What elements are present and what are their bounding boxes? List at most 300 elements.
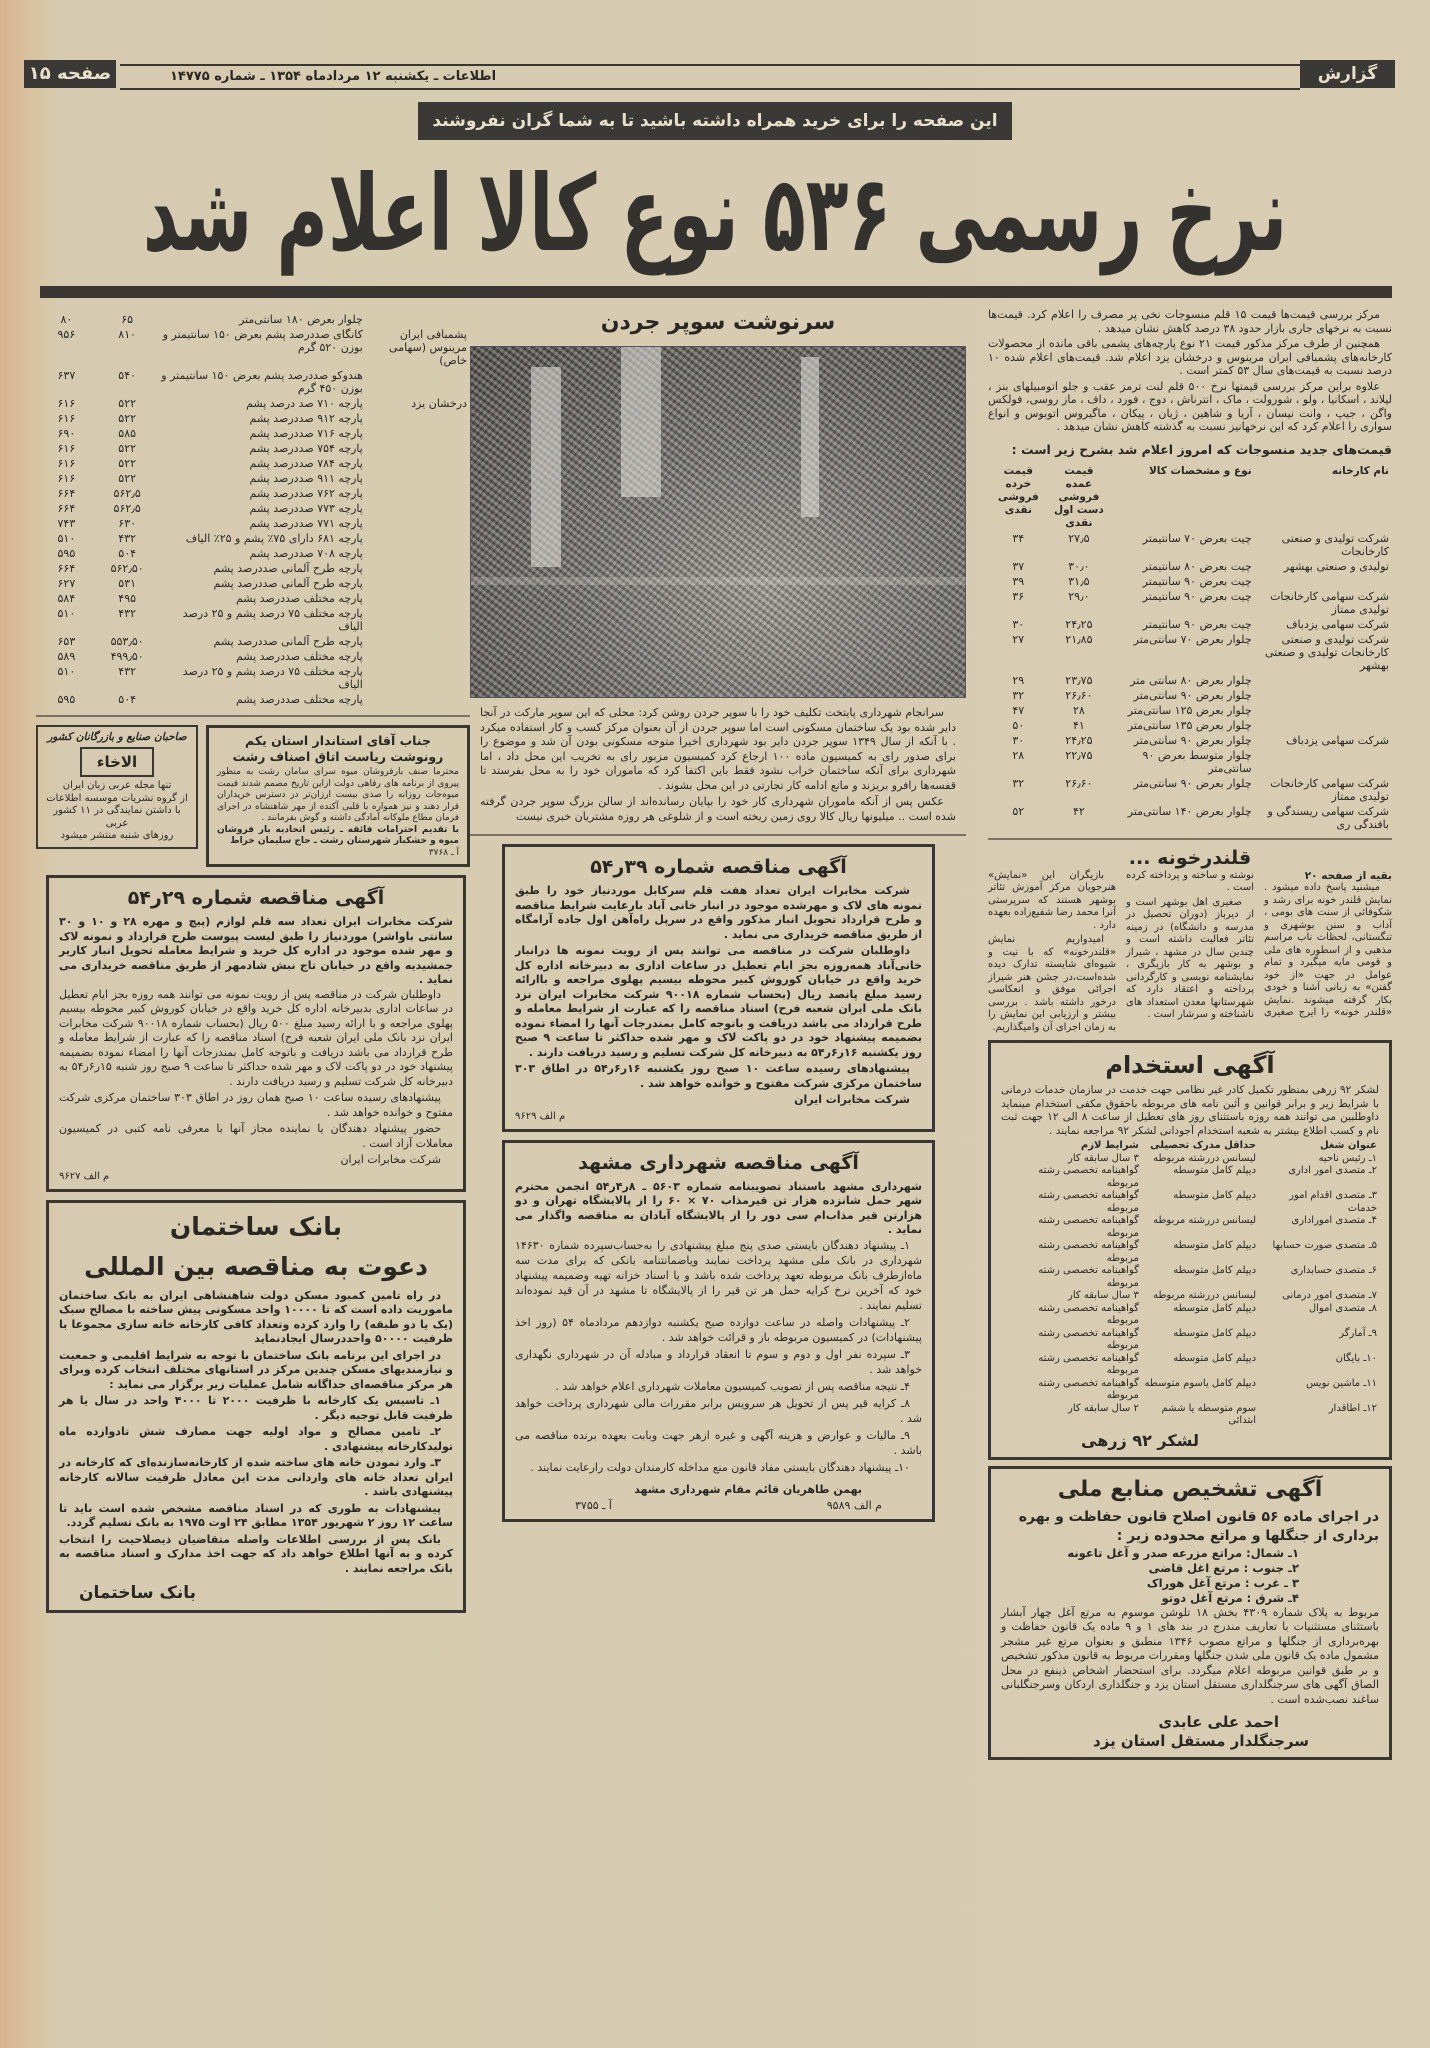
table-cell: [366, 456, 470, 471]
table-cell: شرکت تولیدی و صنعتی کارخانجات: [1281, 531, 1389, 558]
price-table-right: [988, 464, 1392, 832]
table-cell: پارچه ۷۸۴ صددرصد پشم: [249, 457, 363, 470]
resources-signature-name: احمد علی عابدی: [1158, 1713, 1279, 1731]
table-cell: گواهینامه تخصصی رشته مربوطه: [1038, 1327, 1139, 1351]
table-row: [988, 589, 1392, 617]
bank-paragraph: در راه تامین کمبود مسکن دولت شاهنشاهی ایران به بانک ساختمان ماموریت داده است که تا ۱۰۰۰۰ واحد مسکونی پیش ساخته با مصالح سبک (یک یا دو طبقه) را وارد کرده وتعداد کافی کارخانه خانه سازی مجموعا با ظرفیت ۵۰۰۰۰ واحددرسال ایجادنماید: [59, 1288, 453, 1345]
table-cell: گواهینامه تخصصی رشته مربوطه: [1038, 1377, 1139, 1401]
column-header: قیمت عمده فروشی دست اول نقدی: [1054, 464, 1104, 529]
table-cell: ۸۰: [60, 313, 73, 326]
table-cell: هندوکو صددرصد پشم بعرض ۱۵۰ سانتیمتر و بوزن ۴۵۰ گرم: [161, 369, 363, 395]
table-cell: ۳ سال سابقه کار: [1068, 1152, 1139, 1164]
table-cell: ۲۸: [1012, 748, 1025, 762]
table-cell: لیسانس دررشته مربوطه: [1153, 1215, 1257, 1226]
table-cell: ۵۲۲: [118, 412, 137, 425]
table-cell: پارچه ۷۱۶ صددرصد پشم: [249, 427, 363, 440]
table-row: [1001, 1378, 1379, 1403]
mashhad-paragraph: ۸ـ کرایه قیر پس از تحویل هر سرویس برابر مقررات مالی شهرداری پرداخت خواهد شد .: [515, 1396, 922, 1425]
table-cell: ۶۳۷: [57, 369, 76, 382]
table-cell: [366, 411, 470, 426]
resources-boundary: ۳ ـ غرب : مرتع آغل هوراک: [1146, 1575, 1299, 1590]
table-cell: [366, 516, 470, 531]
table-row: [36, 411, 470, 426]
table-cell: ۱۱ـ ماشین نویس: [1306, 1377, 1377, 1389]
table-row: [36, 368, 470, 396]
ghalandar-paragraph: بازیگران این «نمایش» هنرجویان مرکز آموزش تئاتر بوشهر هستند که سرپرستی آنرا محمد رضا شفیع‌زاده بعهده دارد .: [988, 869, 1116, 931]
table-cell: پارچه ۷۵۴ صددرصد پشم: [249, 442, 363, 455]
table-row: [988, 804, 1392, 832]
kicker-banner: این صفحه را برای خرید همراه داشته باشید تا به شما گران نفروشند: [418, 102, 1011, 140]
mashhad-paragraph: ۹ـ مالیات و عوارض و هزینه آگهی و غیره ازهر جهت وبابت بعهده برنده مناقصه می باشد .: [515, 1428, 922, 1457]
table-cell: ۵۴۰: [118, 369, 137, 382]
resources-boundary: ۲ـ جنوب : مرتع اغل قاضی: [1148, 1560, 1299, 1575]
table-cell: ۴۷: [1012, 703, 1025, 717]
table-cell: پارچه ۶۸۱ دارای ۷۵٪ پشم و ۲۵٪ الیاف: [185, 532, 363, 545]
table-cell: شرکت سهامی کارخانجات تولیدی ممتاز: [1270, 776, 1389, 803]
table-row: [1001, 1403, 1379, 1428]
table-cell: شرکت سهامی یزدباف: [1286, 733, 1389, 747]
table-row: [36, 576, 470, 591]
tender-29-code: م الف ۹۶۲۷: [59, 1170, 110, 1182]
column-header: نام کارخانه: [1331, 464, 1389, 477]
ghalandar-paragraph: امیدواریم نمایش «قلندرخونه» که با نیت و شیوه‌ای شایسته تدارک دیده شده‌است،در جشن هنر شیراز اجرائی موفق و انعکاسی درخور داشته باشد . بررسی بیشتر و ارزیابی این نمایش را به زمان اجرای آن وامیگذاریم.: [988, 934, 1116, 1033]
table-row: [988, 688, 1392, 703]
table-row: [36, 516, 470, 531]
governor-code: آ ـ ۳۷۶۸: [428, 847, 459, 858]
table-row: [36, 312, 470, 327]
ghalandar-article: [988, 870, 1392, 1035]
table-cell: [366, 692, 470, 707]
table-cell: ۳۴: [1012, 531, 1025, 545]
table-row: [36, 561, 470, 576]
alakha-line: روزهای شنبه منتشر میشود: [60, 830, 174, 841]
right-divider: [988, 838, 1392, 840]
ghalandar-continued: بقیه از صفحه ۲۰: [1304, 869, 1392, 882]
table-cell: چلوار بعرض ۹۰ سانتی‌متر: [1133, 733, 1252, 747]
table-cell: ۵۶۲٫۵: [113, 487, 141, 500]
table-cell: ۲۷: [1012, 632, 1025, 646]
table-cell: ۴۹۵: [118, 592, 137, 605]
table-cell: شرکت سهامی ریسندگی و بافندگی ری: [1267, 804, 1389, 831]
table-cell: ۳۷: [1012, 559, 1025, 573]
table-cell: شرکت تولیدی و صنعتی کارخانجات تولیدی و صنعتی بهشهر: [1265, 632, 1389, 672]
bank-paragraph: در اجرای این برنامه بانک ساختمان با توجه به شرایط اقلیمی و جمعیت و نیازمندیهای مسکن چندین مرکز در استانهای مختلف انتخاب کرده وبرای هر مرکز مناقصه‌ای جداگانه شامل عملیات زیر برگزار می نماید :: [59, 1348, 453, 1391]
column-header: عنوان شغل: [1319, 1140, 1377, 1151]
table-cell: شرکت سهامی کارخانجات تولیدی ممتاز: [1270, 589, 1389, 616]
governor-title-2: رونوشت ریاست اتاق اصناف رشت: [232, 749, 444, 764]
table-cell: ۵۲۲: [118, 457, 137, 470]
table-cell: پارچه مختلف صددرصد پشم: [235, 650, 363, 663]
mashhad-code-left: آ ـ ۳۷۵۵: [575, 1498, 612, 1512]
table-cell: ۸ـ متصدی اموال: [1308, 1302, 1377, 1314]
table-header-row: [1001, 1140, 1379, 1153]
table-cell: ۵۰: [1012, 718, 1025, 732]
governor-title-1: جناب آقای استاندار استان یکم: [245, 733, 431, 748]
table-cell: دیپلم کامل متوسطه: [1173, 1190, 1257, 1201]
table-cell: پارچه مختلف صددرصد پشم: [235, 592, 363, 605]
table-row: [36, 634, 470, 649]
table-cell: ۵۱۰: [57, 665, 76, 678]
table-cell: ۵۱۰: [57, 607, 76, 620]
table-cell: ۶۹۰: [57, 427, 76, 440]
photo-caption: [480, 706, 956, 826]
table-cell: ۵۶۲٫۵۰: [110, 562, 144, 575]
bank-paragraph: ۱ـ تاسیس یک کارخانه با ظرفیت ۲۰۰۰ تا ۴۰۰۰ واحد در سال یا هر ظرفیت قابل توجیه دیگر .: [59, 1394, 453, 1422]
headline-rule: [40, 286, 1392, 298]
table-cell: [366, 486, 470, 501]
table-cell: ۳۰: [1012, 617, 1025, 631]
table-cell: ۵۱۰: [57, 532, 76, 545]
table-cell: دیپلم کامل متوسطه: [1173, 1302, 1257, 1314]
mashhad-paragraph: ۱۰ـ پیشنهاد دهندگان بایستی مفاد قانون منع مداخله کارمندان دولت رارعایت نمایند .: [530, 1460, 910, 1474]
intro-paragraph: همچنین از طرف مرکز مذکور قیمت ۲۱ نوع پارچه‌های پشمی باقی مانده از محصولات کارخانه‌های پشمبافی ایران مرینوس و درخشان یزد اعلام شد. قیمت‌های اعلام شده ۱۰ درصد نسبت به قیمت‌های سال ۵۳ کمتر است .: [988, 337, 1392, 377]
table-cell: [366, 606, 470, 634]
table-cell: چلوار بعرض ۱۴۰ سانتی‌متر: [1127, 804, 1252, 818]
table-row: [1001, 1353, 1379, 1378]
table-cell: [1255, 673, 1392, 688]
table-cell: کانگای صددرصد پشم بعرض ۱۵۰ سانتیمتر و بوزن ۵۲۰ گرم: [162, 328, 363, 354]
table-cell: چیت بعرض ۹۰ سانتیمتر: [1142, 617, 1252, 631]
table-row: [36, 606, 470, 634]
table-cell: پارچه ۷۷۱ صددرصد پشم: [249, 517, 363, 530]
table-row: [1001, 1265, 1379, 1290]
page-headline: نرخ رسمی ۵۳۶ نوع کالا اعلام شد: [142, 152, 1288, 276]
table-cell: تولیدی و صنعتی بهشهر: [1283, 559, 1389, 573]
table-cell: چیت بعرض ۸۰ سانتیمتر: [1142, 559, 1252, 573]
table-row: [36, 471, 470, 486]
tender-29-paragraph: داوطلبان شرکت در مناقصه پس از رویت نمونه می توانند همه روزه بجز ایام تعطیل در ساعات اداری بدبیرخانه اداره کل خرید واقع در خیابان کوروش کبیر محوطه بیسیم پهلوی مراجعه و با ارائه رسید مبلغ ۵۰۰ ریال (بحساب شماره ۹۰۰۱۸ شرکت مخابرات ایران نزد بانک ملی ایران شعبه فرح) اسناد مناقصه را که عبارت از شرایط معامله و طرح قرارداد می باشد دریافت و باتوجه کامل بمندرجات آنها را امضاء نموده بضمیمه پیشنهاد خود در دو پاکت لاک و مهر شده حداکثر تا ساعت ۹ صبح روز شنبه ۱۵ر۶ر۵۴ به دبیرخانه کل شرکت تسلیم و رسید دریافت دارند .: [59, 987, 453, 1088]
table-cell: پارچه ۹۱۱ صددرصد پشم: [249, 472, 363, 485]
table-cell: ۶۶۴: [57, 562, 76, 575]
table-row: [1001, 1240, 1379, 1265]
table-row: [988, 632, 1392, 673]
resources-boundary: ۱ـ شمال: مراتع مزرعه صدر و آغل تاعونه: [1067, 1545, 1299, 1560]
left-column: [36, 312, 470, 1613]
ghalandar-paragraph: میشنید پاسخ داده میشود . نمایش قلندر خونه برای رشد و شکوفائی از سنت های بومی ، آداب و سنن بوشهری و تنگستانی، لحظات ناب مراسم مذهبی و از اسطوره های ملی و قومی مایه میگیرد و تمام عوامل در جهت «از خود گفتن» به زبانی آشنا و خودی بکار گرفته میشوند .نمایش «قلندر خونه» را ایرج صغیری نوشته و ساخته و پرداخته کرده است .: [1126, 869, 1392, 1018]
table-row: [1001, 1165, 1379, 1190]
table-cell: [366, 649, 470, 664]
table-row: [988, 776, 1392, 804]
table-row: [36, 531, 470, 546]
mashhad-signature: بهمن طاهریان قائم مقام شهرداری مشهد: [634, 1482, 862, 1496]
column-header: حداقل مدرک تحصیلی: [1150, 1140, 1257, 1151]
table-cell: چلوار بعرض ۱۲۵ سانتی‌متر: [1127, 703, 1252, 717]
caption-paragraph: سرانجام شهرداری پایتخت تکلیف خود را با سوپر جردن روشن کرد: محلی که این سوپر مارکت در آنجا دایر شده بود یک ساختمان مسکونی است اما سوپر جردن از آن بعنوان مرکز کسب و کار استفاده میکرد . با آنکه از سال ۱۳۴۹ سوپر جردن دایر بود شهرداری اخیرا متوجه مسکونی بودن آن شد و موضوع را برای صدور رای به کمیسیون ماده ۱۰۰ ارجاع کرد کمیسیون مزبور رای به تخریب این محل داد ، اما شهرداری برای آنکه ساختمان خراب نشود فقط باین اکتفا کرد که ماموران خود را به محل بفرستد تا قفسه‌ها رافرو بریزند و مانع ادامه کار تجارتی در این محل بشوند .: [480, 706, 956, 792]
bank-subtitle: دعوت به مناقصه بین المللی: [84, 1251, 428, 1281]
mashhad-code-right: م الف ۹۵۸۹: [826, 1498, 882, 1512]
table-row: [1001, 1190, 1379, 1215]
table-cell: چلوار بعرض ۱۳۵ سانتی‌متر: [1127, 718, 1252, 732]
table-cell: ۳۲: [1012, 688, 1025, 702]
table-cell: ۲۶٫۶۰: [1065, 688, 1093, 702]
table-cell: ۵ـ متصدی صورت حسابها: [1272, 1240, 1377, 1251]
table-cell: ۸۱۰: [118, 328, 137, 341]
table-cell: ۲۷٫۵: [1068, 531, 1090, 545]
table-cell: ۶۲۷: [57, 577, 76, 590]
table-cell: ۶ـ متصدی حسابداری: [1290, 1265, 1377, 1276]
governor-body: محترما صنف بارفروشان میوه سرای سامان رشت به منظور پیروی از برنامه های رفاهی دولت ازاین تاریخ مصمم شدند قیمت میوه‌جات روزانه را صدی بیست ارزان‌تر در دسترس خریداران قرار دهند و نیز همواره با قلبی آکنده از مهر شاهنشاه در اجرای فرمان مطاع ملوکانه آمادگی داشته و گوش بفرمانند .: [217, 767, 459, 823]
table-cell: [366, 471, 470, 486]
table-cell: لیسانس دررشته مربوطه: [1153, 1290, 1257, 1301]
right-column: [988, 308, 1392, 1760]
table-cell: پارچه طرح آلمانی صددرصد پشم: [213, 577, 363, 590]
table-row: [36, 396, 470, 411]
table-cell: دیپلم کامل متوسطه: [1173, 1352, 1257, 1364]
table-cell: ۲۲٫۷۵: [1065, 748, 1093, 762]
table-cell: ۱۲ـ اطاقدار: [1328, 1402, 1377, 1414]
mashhad-title: آگهی مناقصه شهرداری مشهد: [578, 1151, 859, 1174]
table-row: [36, 456, 470, 471]
table-cell: چلوار بعرض ۸۰ سانتی متر: [1130, 673, 1252, 687]
table-cell: ۶۱۶: [57, 472, 76, 485]
table-cell: دیپلم کامل متوسطه: [1173, 1265, 1257, 1276]
table-heading: قیمت‌های جدید منسوجات که امروز اعلام شد بشرح زیر است :: [1011, 441, 1392, 457]
table-cell: ۱۰ـ بایگان: [1335, 1352, 1377, 1364]
table-cell: ۳۱٫۵: [1068, 574, 1090, 588]
table-header-row: [988, 464, 1392, 531]
table-cell: سوم متوسطه یا ششم ابتدائی: [1161, 1402, 1257, 1426]
table-cell: [366, 546, 470, 561]
alakha-top: صاحبان صنایع و بازرگانان کشور: [47, 731, 187, 743]
table-cell: پشمبافی ایران مرینوس (سهامی خاص): [389, 328, 467, 367]
table-cell: دیپلم کامل متوسطه: [1173, 1165, 1257, 1176]
table-row: [1001, 1290, 1379, 1303]
table-cell: ۶۱۶: [57, 457, 76, 470]
table-cell: [1255, 718, 1392, 733]
intro-paragraph: علاوه براین مرکز بررسی قیمتها نرخ ۵۰۰ قلم لنت ترمز عقب و جلو اتومبیلهای بنز ، لیلاند ، اسکانیا ، ولو ، شورولت ، ماک ، انترناش ، دوج ، فورد ، داف ، ماز روسی، فولکس واگن ، جیپ ، وانت نیسان ، آریا و شاهین ، ژیان ، پیکان ، ماگیروس اتوبوس و انواع سواری را اعلام کرد که این نرخهانیز نسبت به گذشته کاهش نشان میدهد .: [988, 379, 1392, 433]
bank-paragraph: ۳ـ وارد نمودن خانه های ساخته شده از کارخانه‌سازنده‌ای که کارخانه در ایران تعداد خانه های واردانی مدت این معادل ظرفیت سالانه کارخانه پیشنهادی باشد .: [59, 1456, 453, 1498]
table-cell: پارچه ۷۰۸ صددرصد پشم: [249, 547, 363, 560]
table-cell: گواهینامه تخصصی رشته مربوطه: [1038, 1165, 1139, 1189]
table-cell: گواهینامه تخصصی رشته مربوطه: [1038, 1352, 1139, 1376]
table-cell: [366, 312, 470, 327]
table-cell: پارچه مختلف ۷۵ درصد پشم و ۲۵ درصد الیاف: [182, 665, 363, 691]
table-cell: ۵۲: [1012, 804, 1025, 818]
employment-body: لشکر ۹۲ زرهی بمنظور تکمیل کادر غیر نظامی جهت خدمت در سازمان خدمات درمانی با شرایط زیر و برابر قوانین و آئین نامه های مربوطه باحقوق مکفی استخدام مینماید داوطلبین می توانند همه روزه باستثنای روز های تعطیل از ساعت ۸ الی ۱۲ جهت ثبت نام و کسب اطلاع بیشتر به شعبه استخدام آجودانی لشکر ۹۲ مراجعه نمایند .: [1001, 1084, 1380, 1137]
alakha-line: با داشتن نمایندگی در ۱۱ کشور عربی: [53, 805, 181, 829]
bank-tender-ad: [46, 1200, 466, 1614]
table-cell: [1255, 574, 1392, 589]
bank-title: بانک ساختمان: [169, 1211, 343, 1241]
table-row: [36, 327, 470, 368]
table-row: [988, 617, 1392, 632]
small-ads-row: [36, 725, 470, 867]
table-cell: چلوار بعرض ۹۰ سانتی‌متر: [1133, 688, 1252, 702]
bank-paragraph: پیشنهادات به طوری که در اسناد مناقصه مشخص شده است باید تا ساعت ۱۲ روز ۲ شهریور ۱۳۵۴ مطابق ۲۴ اوت ۱۹۷۵ به بانک تسلیم گردد.: [59, 1501, 453, 1529]
page-number: صفحه ۱۵: [24, 60, 116, 88]
table-row: [36, 591, 470, 606]
table-cell: ۷۴۳: [57, 517, 76, 530]
table-cell: ۶۶۴: [57, 502, 76, 515]
table-cell: ۴۹۹٫۵۰: [110, 650, 144, 663]
table-cell: ۵۶۲٫۵: [113, 502, 141, 515]
employment-signature: لشکر ۹۲ زرهی: [1081, 1430, 1199, 1450]
employment-ad: [988, 1040, 1392, 1460]
header-top-rule: [120, 64, 1300, 66]
tender-39-paragraph: پیشنهادهای رسیده ساعت ۱۰ صبح روز یکشنبه ۱۶ر۶ر۵۴ در اطاق ۳۰۳ ساختمان مرکزی شرکت مفتوح و خوانده خواهد شد .: [515, 1062, 922, 1090]
table-cell: ۲۶٫۶۰: [1065, 776, 1093, 790]
table-cell: چیت بعرض ۷۰ سانتیمتر: [1142, 531, 1252, 545]
table-row: [1001, 1328, 1379, 1353]
table-cell: گواهینامه تخصصی رشته مربوطه: [1038, 1215, 1139, 1239]
table-cell: ۵۹۵: [57, 547, 76, 560]
table-cell: ۵۰۴: [118, 547, 137, 560]
table-row: [1001, 1153, 1379, 1166]
table-cell: دیپلم کامل یاسوم متوسطه: [1144, 1377, 1257, 1389]
table-row: [36, 664, 470, 692]
intro-paragraph: مرکز بررسی قیمت‌ها قیمت ۱۵ قلم منسوجات نخی پر مصرف را اعلام کرد. قیمت‌ها نسبت به نرخهای جاری بازار حدود ۳۸ درصد کاهش نشان میدهد .: [988, 308, 1392, 335]
bank-signature: بانک ساختمان: [79, 1583, 197, 1603]
tender-29-lead: شرکت مخابرات ایران تعداد سه قلم لوازم (پیچ و مهره ۲۸ و ۱۰ و ۳۰ سانتی باواشر) موردنیاز را طبق لیست پیوست طرح قرارداد و نمونه لاک و مهر شده موجود در اداره کل خرید و شرایط معامله تحویل انبار کاریر جمشیدیه واقع در خیابان تاج نبش شادمهر از طریق مناقصه خریداری می نماید .: [59, 915, 454, 986]
mashhad-paragraph: ۳ـ سپرده نفر اول و دوم و سوم تا انعقاد قرارداد و مبادله آن در شهرداری نگهداری خواهد شد .: [515, 1347, 922, 1376]
table-cell: لیسانس دررشته مربوطه: [1153, 1152, 1257, 1164]
table-row: [988, 703, 1392, 718]
table-cell: ۲ـ متصدی امور اداری: [1288, 1165, 1377, 1176]
alakha-line: تنها مجله عربی زبان ایران: [62, 780, 172, 791]
table-cell: ۵۲۲: [118, 442, 137, 455]
table-cell: ۳ سال سابقه کار: [1068, 1290, 1139, 1301]
table-cell: ۲۱٫۸۵: [1065, 632, 1093, 646]
ghalandar-title: قلندرخونه ...: [1128, 846, 1252, 869]
mashhad-paragraph: ۲ـ پیشنهادات واصله در ساعت دوازده صبح یکشنبه دوازدهم مردادماه ۵۴ (روز اخذ پیشنهادات) در کمیسیون مربوطه باز و قرائت خواهد شد .: [515, 1315, 922, 1344]
ghalandar-section: [988, 846, 1392, 1035]
table-cell: [366, 591, 470, 606]
table-cell: ۶۵: [121, 313, 134, 326]
left-divider: [36, 715, 470, 717]
resources-title: آگهی تشخیص منابع ملی: [1057, 1476, 1323, 1502]
table-cell: ۳۰٫۰: [1068, 559, 1090, 573]
table-cell: پارچه ۷۷۳ صددرصد پشم: [249, 502, 363, 515]
table-cell: ۲ سال سابقه کار: [1068, 1402, 1139, 1414]
natural-resources-ad: [988, 1466, 1392, 1761]
table-cell: ۲۹: [1012, 673, 1025, 687]
table-row: [988, 718, 1392, 733]
table-row: [36, 426, 470, 441]
table-cell: ۳۶: [1012, 589, 1025, 603]
table-cell: ۵۲۲: [118, 397, 137, 410]
table-cell: دیپلم کامل متوسطه: [1173, 1327, 1257, 1339]
table-row: [36, 501, 470, 516]
table-cell: [366, 664, 470, 692]
table-row: [36, 441, 470, 456]
middle-column: [470, 308, 966, 1522]
table-cell: ۲۹٫۰: [1068, 589, 1090, 603]
table-cell: ۷ـ متصدی امور درمانی: [1282, 1290, 1377, 1301]
table-cell: ۳۰: [1012, 733, 1025, 747]
alakha-logo: الاخاء: [80, 747, 154, 777]
table-cell: ۴۲: [1072, 804, 1085, 818]
table-cell: گواهینامه تخصصی رشته مربوطه: [1038, 1190, 1139, 1214]
table-cell: ۶۵۳: [57, 635, 76, 648]
table-row: [1001, 1215, 1379, 1240]
mashhad-tender-ad: [502, 1140, 935, 1522]
governor-signature: با تقدیم احترامات فائقه ـ رئیس اتحادیه بار فروشان میوه و خشکبار شهرستان رشت ـ حاج سلیمان خراط: [217, 824, 459, 846]
table-cell: [366, 501, 470, 516]
table-cell: شرکت سهامی یزدباف: [1286, 617, 1389, 631]
column-header: نوع و مشخصات کالا: [1148, 464, 1252, 477]
table-cell: ۶۳۰: [118, 517, 137, 530]
bank-paragraph: بانک پس از بررسی اطلاعات واصله متقاضیان ذیصلاحیت را انتخاب کرده و به آنها اطلاع خواهد داد که جهت اخذ مدارک و اسناد مناقصه به بانک مراجعه نمایند .: [59, 1532, 453, 1575]
tender-29-paragraph: حضور پیشنهاد دهندگان یا نماینده مجاز آنها با معرفی نامه کتبی در کمیسیون معاملات آزاد است .: [59, 1122, 453, 1150]
tender-39-paragraph: شرکت مخابرات ایران تعداد هفت قلم سرکابل موردنیاز خود را طبق نمونه های لاک و مهرشده موجود در انبار خانی آباد بارعایت شرایط مناقصه و طرح قرارداد تحویل انبار مذکور واقع در سرپل راه‌آهن اول جاده آرامگاه از طریق مناقصه خریداری می نماید .: [515, 884, 922, 941]
mashhad-paragraph: ۱ـ پیشنهاد دهندگان بایستی صدی پنج مبلغ پیشنهادی را به‌حساب‌سپرده شماره ۱۴۶۳۰ شهرداری در بانک ملی مشهد پرداخت نمایند ویاضمانتنامه بانکی که برای مدت سه ماه‌ازطرف بانک مربوطه تعهد پرداخت شده باشد و یا اسناد خزانه تهیه وضمیمه پیشنهاد خود که آخرین نرخ کرایه حمل هر تن قیر را از پالایشگاه تا مشهد در آن قید نموده‌اند تسلیم نمایند .: [515, 1238, 922, 1312]
table-cell: ۵۰۴: [118, 693, 137, 706]
resources-signature-title: سرجنگلدار مستقل استان یزد: [1093, 1732, 1309, 1750]
table-cell: [366, 426, 470, 441]
table-cell: گواهینامه تخصصی رشته مربوطه: [1038, 1240, 1139, 1264]
table-cell: چلوار بعرض ۷۰ سانتی‌متر: [1133, 632, 1252, 646]
tender-29-paragraph: شرکت مخابرات ایران: [340, 1153, 441, 1166]
table-row: [1001, 1303, 1379, 1328]
table-cell: درخشان یزد: [411, 397, 467, 410]
tender-29-ad: [46, 875, 466, 1192]
table-row: [988, 531, 1392, 559]
table-cell: [1255, 688, 1392, 703]
photo-story-title: سرنوشت سوپر جردن: [600, 310, 836, 335]
table-cell: ۱ـ رئیس ناحیه: [1318, 1152, 1377, 1164]
table-cell: [366, 561, 470, 576]
table-cell: ۶۱۶: [57, 397, 76, 410]
table-cell: ۴۳۲: [118, 665, 137, 678]
intro-article: [988, 308, 1392, 436]
table-cell: ۲۸: [1072, 703, 1085, 717]
table-cell: چلوار متوسط بعرض ۹۰ سانتی‌متر: [1142, 748, 1252, 775]
table-cell: ۴۱: [1072, 718, 1085, 732]
table-cell: پارچه ۷۱۰ صد درصد پشم: [246, 397, 363, 410]
alakha-ad: [36, 725, 198, 849]
tender-29-paragraph: پیشنهادهای رسیده ساعت ۱۰ صبح همان روز در اطاق ۳۰۳ ساختمان مرکزی شرکت مفتوح و خوانده خواهد شد .: [59, 1091, 453, 1119]
table-cell: گواهینامه تخصصی رشته مربوطه: [1038, 1265, 1139, 1289]
table-cell: پارچه طرح آلمانی صددرصد پشم: [213, 562, 363, 575]
column-header: شرایط لازم: [1080, 1140, 1139, 1151]
issue-line: اطلاعات ـ یکشنبه ۱۲ مردادماه ۱۳۵۴ ـ شماره ۱۴۷۷۵: [170, 69, 497, 84]
table-cell: پارچه طرح آلمانی صددرصد پشم: [213, 635, 363, 648]
table-cell: ۵۸۹: [57, 650, 76, 663]
table-cell: [366, 531, 470, 546]
table-cell: چیت بعرض ۹۰ سانتیمتر: [1142, 589, 1252, 603]
resources-body: مربوط به پلاک شماره ۴۳۰۹ بخش ۱۸ تلوشن موسوم به مرتع آغل چهار آبشار باستثنای مستثنیات با تعاریف مندرج در بند های ۱ و ۹ ماده یک قانون حفاظت و بهره‌برداری از جنگلها و مراتع مصوب ۱۳۴۶ منطبق و بعنوان مرتع غیر مشجر مشمول ماده یک قانون ملی شدن جنگلها ومقررات مربوط به قانون مذکور تشخیص و بر طبق قوانین مربوطه اعلام میگردد. برای استحضار اشخاص ذینفع در محل الصاق آگهی های سرجنگلداری مستقل استان یزد و جنگلداری اردکان وسرجنگلبانی ساغند نصب‌شده است .: [1001, 1605, 1380, 1706]
table-cell: چلوار بعرض ۱۸۰ سانتی‌متر: [238, 313, 363, 326]
table-cell: [366, 441, 470, 456]
table-row: [36, 486, 470, 501]
middle-divider: [470, 834, 966, 836]
table-cell: ۶۱۶: [57, 442, 76, 455]
table-cell: پارچه ۹۱۲ صددرصد پشم: [249, 412, 363, 425]
table-cell: ۶۱۶: [57, 412, 76, 425]
table-cell: ۴ـ متصدی اموراداری: [1291, 1215, 1377, 1226]
tender-39-code: م الف ۹۶۲۹: [515, 1110, 566, 1122]
table-cell: ۵۸۴: [57, 592, 76, 605]
table-cell: [1255, 748, 1392, 776]
table-cell: ۹ـ آمارگر: [1339, 1327, 1377, 1339]
table-row: [36, 692, 470, 707]
table-cell: ۳ـ متصدی اقدام امور خدمات: [1289, 1190, 1377, 1214]
tender-39-title: آگهی مناقصه شماره ۳۹ر۵۴: [590, 856, 847, 878]
mashhad-paragraph: ۴ـ نتیجه مناقصه پس از تصویب کمیسیون معاملات شهرداری اعلام خواهد شد .: [555, 1379, 910, 1393]
table-row: [988, 574, 1392, 589]
mashhad-lead: شهرداری مشهد باستناد تصویبنامه شماره ۵۶۰۳ ـ ۸ر۴ر۵۴ انجمن محترم شهر حمل شانزده هزار تن قیرمذاب ۷۰ × ۶۰ را از پالایشگاه تهران و دو هزارتن قیر مذاب‌ام سی دور را از پالایشگاه آبادان به مناقصه واگذار می نماید .: [515, 1179, 923, 1236]
resources-subtitle: در اجرای ماده ۵۶ قانون اصلاح قانون حفاظت و بهره برداری از جنگلها و مراتع محدوده زیر :: [1018, 1508, 1379, 1544]
caption-paragraph: عکس پس از آنکه ماموران شهرداری کار خود را بپایان رسانده‌اند از سالن بزرگ سوپر جردن گرفته شده است .. میلیونها ریال کالا روی زمین ریخته است و از شلوغی هر روزه مشتریان خبری نیست: [480, 795, 956, 823]
governor-notice: [206, 725, 470, 867]
employment-title: آگهی استخدام: [1105, 1051, 1275, 1079]
alakha-line: از گروه نشریات موسسه اطلاعات: [46, 792, 188, 804]
table-row: [36, 546, 470, 561]
section-label: گزارش: [1300, 60, 1395, 88]
table-cell: ۵۹۵: [57, 693, 76, 706]
table-cell: پارچه ۷۶۲ صددرصد پشم: [249, 487, 363, 500]
table-cell: ۳۹: [1012, 574, 1025, 588]
